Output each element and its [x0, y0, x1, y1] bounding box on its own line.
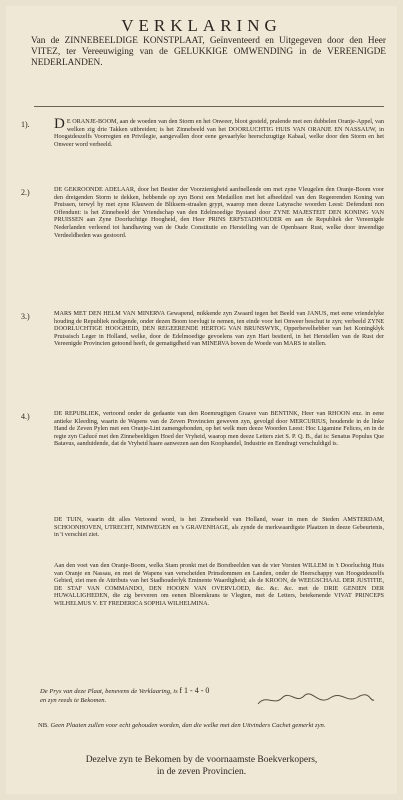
section-marker: 4.)	[21, 412, 30, 421]
section-2	[54, 186, 384, 239]
section-text: DE REPUBLIEK, vertoond onder de gedaante van den Roemrugtigen Graave van BENTINK, Heer van RHOON enz. in eene antieke Kleeding, waarin de Wapens van de Zeven Provincien geweven zyn, gevolgd door MERCURIUS, houdende in de linke Hand de Zeven Pylen met een Oranje-Lint zamengebonden, op het welk men deeze Woorden Leest: Hoc Ligamine Felices, en in de regte zyn Caducé met den Zinnebeeldigen Hoed der Vryheid, waarop men deeze Letters ziet S. P. Q. B., dat is: Senatus Populus Que Batavus, aanduidende, dat de Vryheid haare aanwezen aan den Koophandel, Industrie en Eendragt verschuldigd is.	[54, 410, 384, 448]
section-4	[54, 410, 384, 448]
handwritten-signature	[256, 692, 376, 711]
document-title: VERKLARING	[121, 16, 282, 35]
price-text: De Prys van deze Plaat, benevens de Verklaaring, is	[40, 688, 178, 695]
garden-paragraph: DE TUIN, waarin dit alles Vertoond word, is het Zinnebeeld van Holland, waar in men de Steden AMSTERDAM, SCHOONHOVEN, UTRECHT, NIMWEGEN en 's GRAVENHAGE, als zynde de merkwaardigste Plaatzen in deeze Gebeurtenis, in 't verschiet ziet.	[54, 516, 384, 539]
document-sheet	[6, 6, 397, 794]
section-text: MARS MET DEN HELM VAN MINERVA Gewapend, mikkende zyn Zwaard tegen het Beeld van JANUS, met eene vriendelyke houding de Republiek nodigende, onder dezen Boom toevlugt te nemen, ten einde voor het Onweer beschut te zyn; verbeeld ZYNE DOORLUCHTIGE HOOGHEID, DEN REGEERENDE HERTOG VAN BRUNSWYK, Opperbevelhebber van het Koningklyk Pruissisch Leger in Holland, welke, door de Edelmoedige gevoelens van zyn Hart bestierd, in het Herstellen van de Rust der Vereenigde Provincien getoond heeft, de gematigdheid van MINERVA boven de Woede van MARS te stellen.	[54, 310, 384, 348]
nb-label: NB.	[38, 722, 49, 729]
nb-text: Geen Plaaten zullen voor echt gehouden worden, dan die welke met den Uitvinders Cachet gemerkt zyn.	[50, 722, 326, 729]
intro-text: Van de ZINNEBEELDIGE KONSTPLAAT, Geïnventeerd en Uitgegeven door den Heer VITEZ, ter Vereeuwiging van de GELUKKIGE OMWENDING in de VEREENIGDE NEDERLANDEN.	[31, 36, 386, 68]
price-tail: en zyn reeds te Bekomen.	[40, 697, 107, 704]
orange-tree-paragraph: Aan den voet van den Oranje-Boom, welks Stam pronkt met de Borstbeelden van de vier Vorsten WILLEM in 't Doorluchtig Huis van Oranje en Nassau, en met de Wapens van verscheiden Prinsdommen en Landen, onder de Heerschappy van Hoogstdeszelfs Gebied, ziet men de Attributs van het Stadhouderlyk Eminente Waardigheid; als de KROON, de WEEGSCHAAL DER JUSTITIE, DE STAF VAN COMMANDO, DEN HOORN VAN OVERVLOED, &c. &c. &c. met de DRIE GENIEN DER HUWALLIGHEDEN, die zig bevveren om eenen Bloemkrans te Vlegten, met de Letters, betekenende VIVAT PRINCEPS WILHELMUS V. ET FREDERICA SOPHIA WILHELMINA.	[54, 562, 384, 607]
section-text: DE GEKROONDE ADELAAR, door het Bestier der Voorzienigheid aanfnellende om met zyne Vleugelen den Oranje-Boom voor den dreigenden Storm te dekken, hebbende op zyn Borst een Medaillon met het afbeeldzel van den Regeerenden Koning van Pruissen, terwyl hy met zyne Klauwen de Bliksem-straalen grypt, waarop men deeze Latynsche woorden Leest: Defendunt non Offendunt: is het Zinnebeeld der Vriendschap van den Edelmoedige Bystand door ZYNE MAJESTEIT DEN KONING VAN PRUISSEN aan Zyne Doorluchtige Hoogheid, den Heer PRINS ERFSTADHOUDER en aan de Republiek der Vereenigde Nederlanden verleend tot handhaving van de Oude Constitutie en Herstelling van de Openbaare Rust, welke door inwendige Verdeeldheden was gestoord.	[54, 186, 384, 239]
section-marker: 2.)	[21, 188, 30, 197]
dropcap: D	[54, 116, 65, 132]
section-3	[54, 310, 384, 348]
footer-line-2: in de zeven Provincien.	[156, 767, 247, 777]
section-text: E ORANJE-BOOM, aan de woeden van den Storm en het Onweer, bloot gesteld, pralende met een dubbelen Oranje-Appel, van welken zig drie Takken uitbreiden; is het Zinnebeeld van het DOORLUCHTIG HUIS VAN ORANJE EN NASSAUW, in Hoogstdeszelfs Voorregten en Privilegie, aangevallen door eene gevaarlyke heerschzugtige Kabaal, welke door den Storm en het Onweer word verbeeld.	[54, 118, 384, 148]
section-marker: 1).	[21, 120, 30, 129]
footer-line-1: Dezelve zyn te Bekomen by de voornaamste Boekverkopers,	[85, 755, 318, 765]
footer	[6, 754, 397, 778]
section-marker: 3.)	[21, 312, 30, 321]
divider	[34, 106, 384, 107]
nb-note	[38, 721, 378, 730]
section-1	[54, 118, 384, 148]
price-value: f 1 - 4 - 0	[179, 686, 210, 695]
